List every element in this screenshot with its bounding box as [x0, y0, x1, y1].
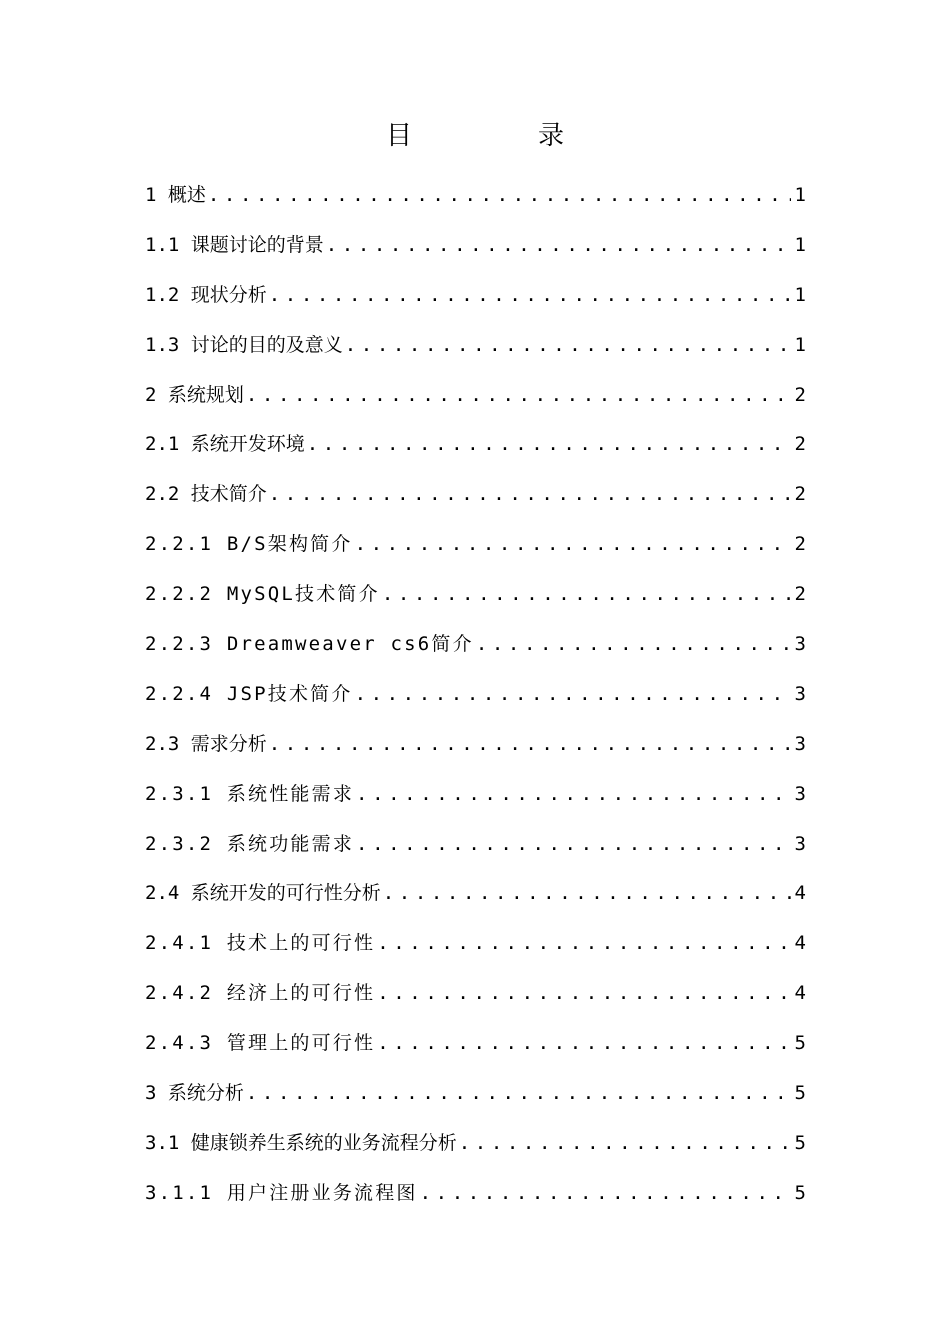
toc-entry[interactable]: [145, 1073, 806, 1123]
dot-leader: [269, 474, 791, 514]
toc-entry-page: 2: [794, 383, 806, 406]
toc-entry[interactable]: [145, 574, 806, 624]
toc-entry-label: 2.2.3 Dreamweaver cs6简介: [145, 633, 474, 656]
dot-leader: [269, 275, 791, 315]
toc-entry[interactable]: [145, 175, 806, 225]
toc-entry[interactable]: [145, 225, 806, 275]
toc-entry-label: 3.1.1 用户注册业务流程图: [145, 1181, 418, 1204]
toc-entry[interactable]: [145, 1173, 806, 1223]
dot-leader: [356, 824, 791, 864]
dot-leader: [476, 624, 791, 664]
toc-entry-label: 2.3.2 系统功能需求: [145, 832, 355, 855]
toc-entry-label: 2.2.2 MySQL技术简介: [145, 583, 380, 606]
toc-entry-label: 1.3 讨论的目的及意义: [145, 333, 343, 356]
toc-entry[interactable]: [145, 474, 806, 524]
toc-entry-label: 3 系统分析: [145, 1082, 244, 1105]
toc-entry-label: 2.4.1 技术上的可行性: [145, 932, 376, 955]
toc-entry-label: 3.1 健康锁养生系统的业务流程分析: [145, 1131, 457, 1154]
dot-leader: [377, 1023, 790, 1063]
toc-entry-page: 5: [794, 1032, 806, 1055]
toc-entry-page: 1: [794, 283, 806, 306]
dot-leader: [383, 873, 791, 913]
toc-list: [145, 175, 806, 1223]
toc-entry[interactable]: [145, 275, 806, 325]
toc-entry-label: 2.2.1 B/S架构简介: [145, 533, 353, 556]
toc-entry-label: 2.4 系统开发的可行性分析: [145, 882, 381, 905]
dot-leader: [208, 175, 791, 215]
toc-entry[interactable]: [145, 674, 806, 724]
toc-entry[interactable]: [145, 973, 806, 1023]
toc-entry-label: 2.3.1 系统性能需求: [145, 782, 355, 805]
toc-entry-page: 2: [794, 483, 806, 506]
dot-leader: [459, 1123, 791, 1163]
dot-leader: [307, 424, 791, 464]
toc-entry-page: 5: [794, 1082, 806, 1105]
toc-entry-label: 2.4.3 管理上的可行性: [145, 1032, 376, 1055]
toc-entry-label: 2.4.2 经济上的可行性: [145, 982, 376, 1005]
toc-entry-label: 1.2 现状分析: [145, 283, 267, 306]
toc-entry-page: 4: [794, 982, 806, 1005]
toc-entry-page: 3: [794, 732, 806, 755]
dot-leader: [355, 674, 791, 714]
toc-entry-page: 1: [794, 333, 806, 356]
toc-entry-page: 4: [794, 932, 806, 955]
toc-entry[interactable]: [145, 873, 806, 923]
toc-entry-label: 2.2.4 JSP技术简介: [145, 682, 353, 705]
toc-entry[interactable]: [145, 1023, 806, 1073]
dot-leader: [326, 225, 791, 265]
toc-entry[interactable]: [145, 624, 806, 674]
dot-leader: [356, 774, 791, 814]
dot-leader: [382, 574, 791, 614]
toc-entry[interactable]: [145, 824, 806, 874]
toc-entry-page: 1: [794, 184, 806, 206]
toc-entry[interactable]: [145, 325, 806, 375]
toc-entry-page: 2: [794, 533, 806, 556]
toc-entry-label: 1.1 课题讨论的背景: [145, 233, 324, 256]
toc-entry-label: 1 概述: [145, 184, 206, 206]
dot-leader: [269, 724, 791, 764]
toc-entry-page: 3: [794, 832, 806, 855]
toc-entry-page: 2: [794, 583, 806, 606]
toc-entry[interactable]: [145, 724, 806, 774]
toc-entry[interactable]: [145, 375, 806, 425]
toc-entry[interactable]: [145, 923, 806, 973]
toc-entry-page: 3: [794, 633, 806, 656]
dot-leader: [420, 1173, 791, 1213]
dot-leader: [246, 375, 791, 415]
toc-entry-page: 3: [794, 782, 806, 805]
toc-entry-label: 2 系统规划: [145, 383, 244, 406]
dot-leader: [246, 1073, 791, 1113]
dot-leader: [345, 325, 791, 365]
dot-leader: [377, 923, 790, 963]
toc-entry[interactable]: [145, 774, 806, 824]
toc-entry-page: 4: [794, 882, 806, 905]
toc-entry[interactable]: [145, 1123, 806, 1173]
dot-leader: [377, 973, 790, 1013]
toc-entry-page: 3: [794, 682, 806, 705]
dot-leader: [355, 524, 791, 564]
toc-entry[interactable]: [145, 424, 806, 474]
toc-entry-page: 1: [794, 233, 806, 256]
toc-title: 目 录: [385, 121, 614, 151]
toc-entry-label: 2.2 技术简介: [145, 483, 267, 506]
toc-entry-page: 5: [794, 1131, 806, 1154]
toc-entry[interactable]: [145, 524, 806, 574]
toc-entry-page: 2: [794, 433, 806, 456]
toc-entry-label: 2.1 系统开发环境: [145, 433, 305, 456]
toc-entry-page: 5: [794, 1181, 806, 1204]
toc-entry-label: 2.3 需求分析: [145, 732, 267, 755]
